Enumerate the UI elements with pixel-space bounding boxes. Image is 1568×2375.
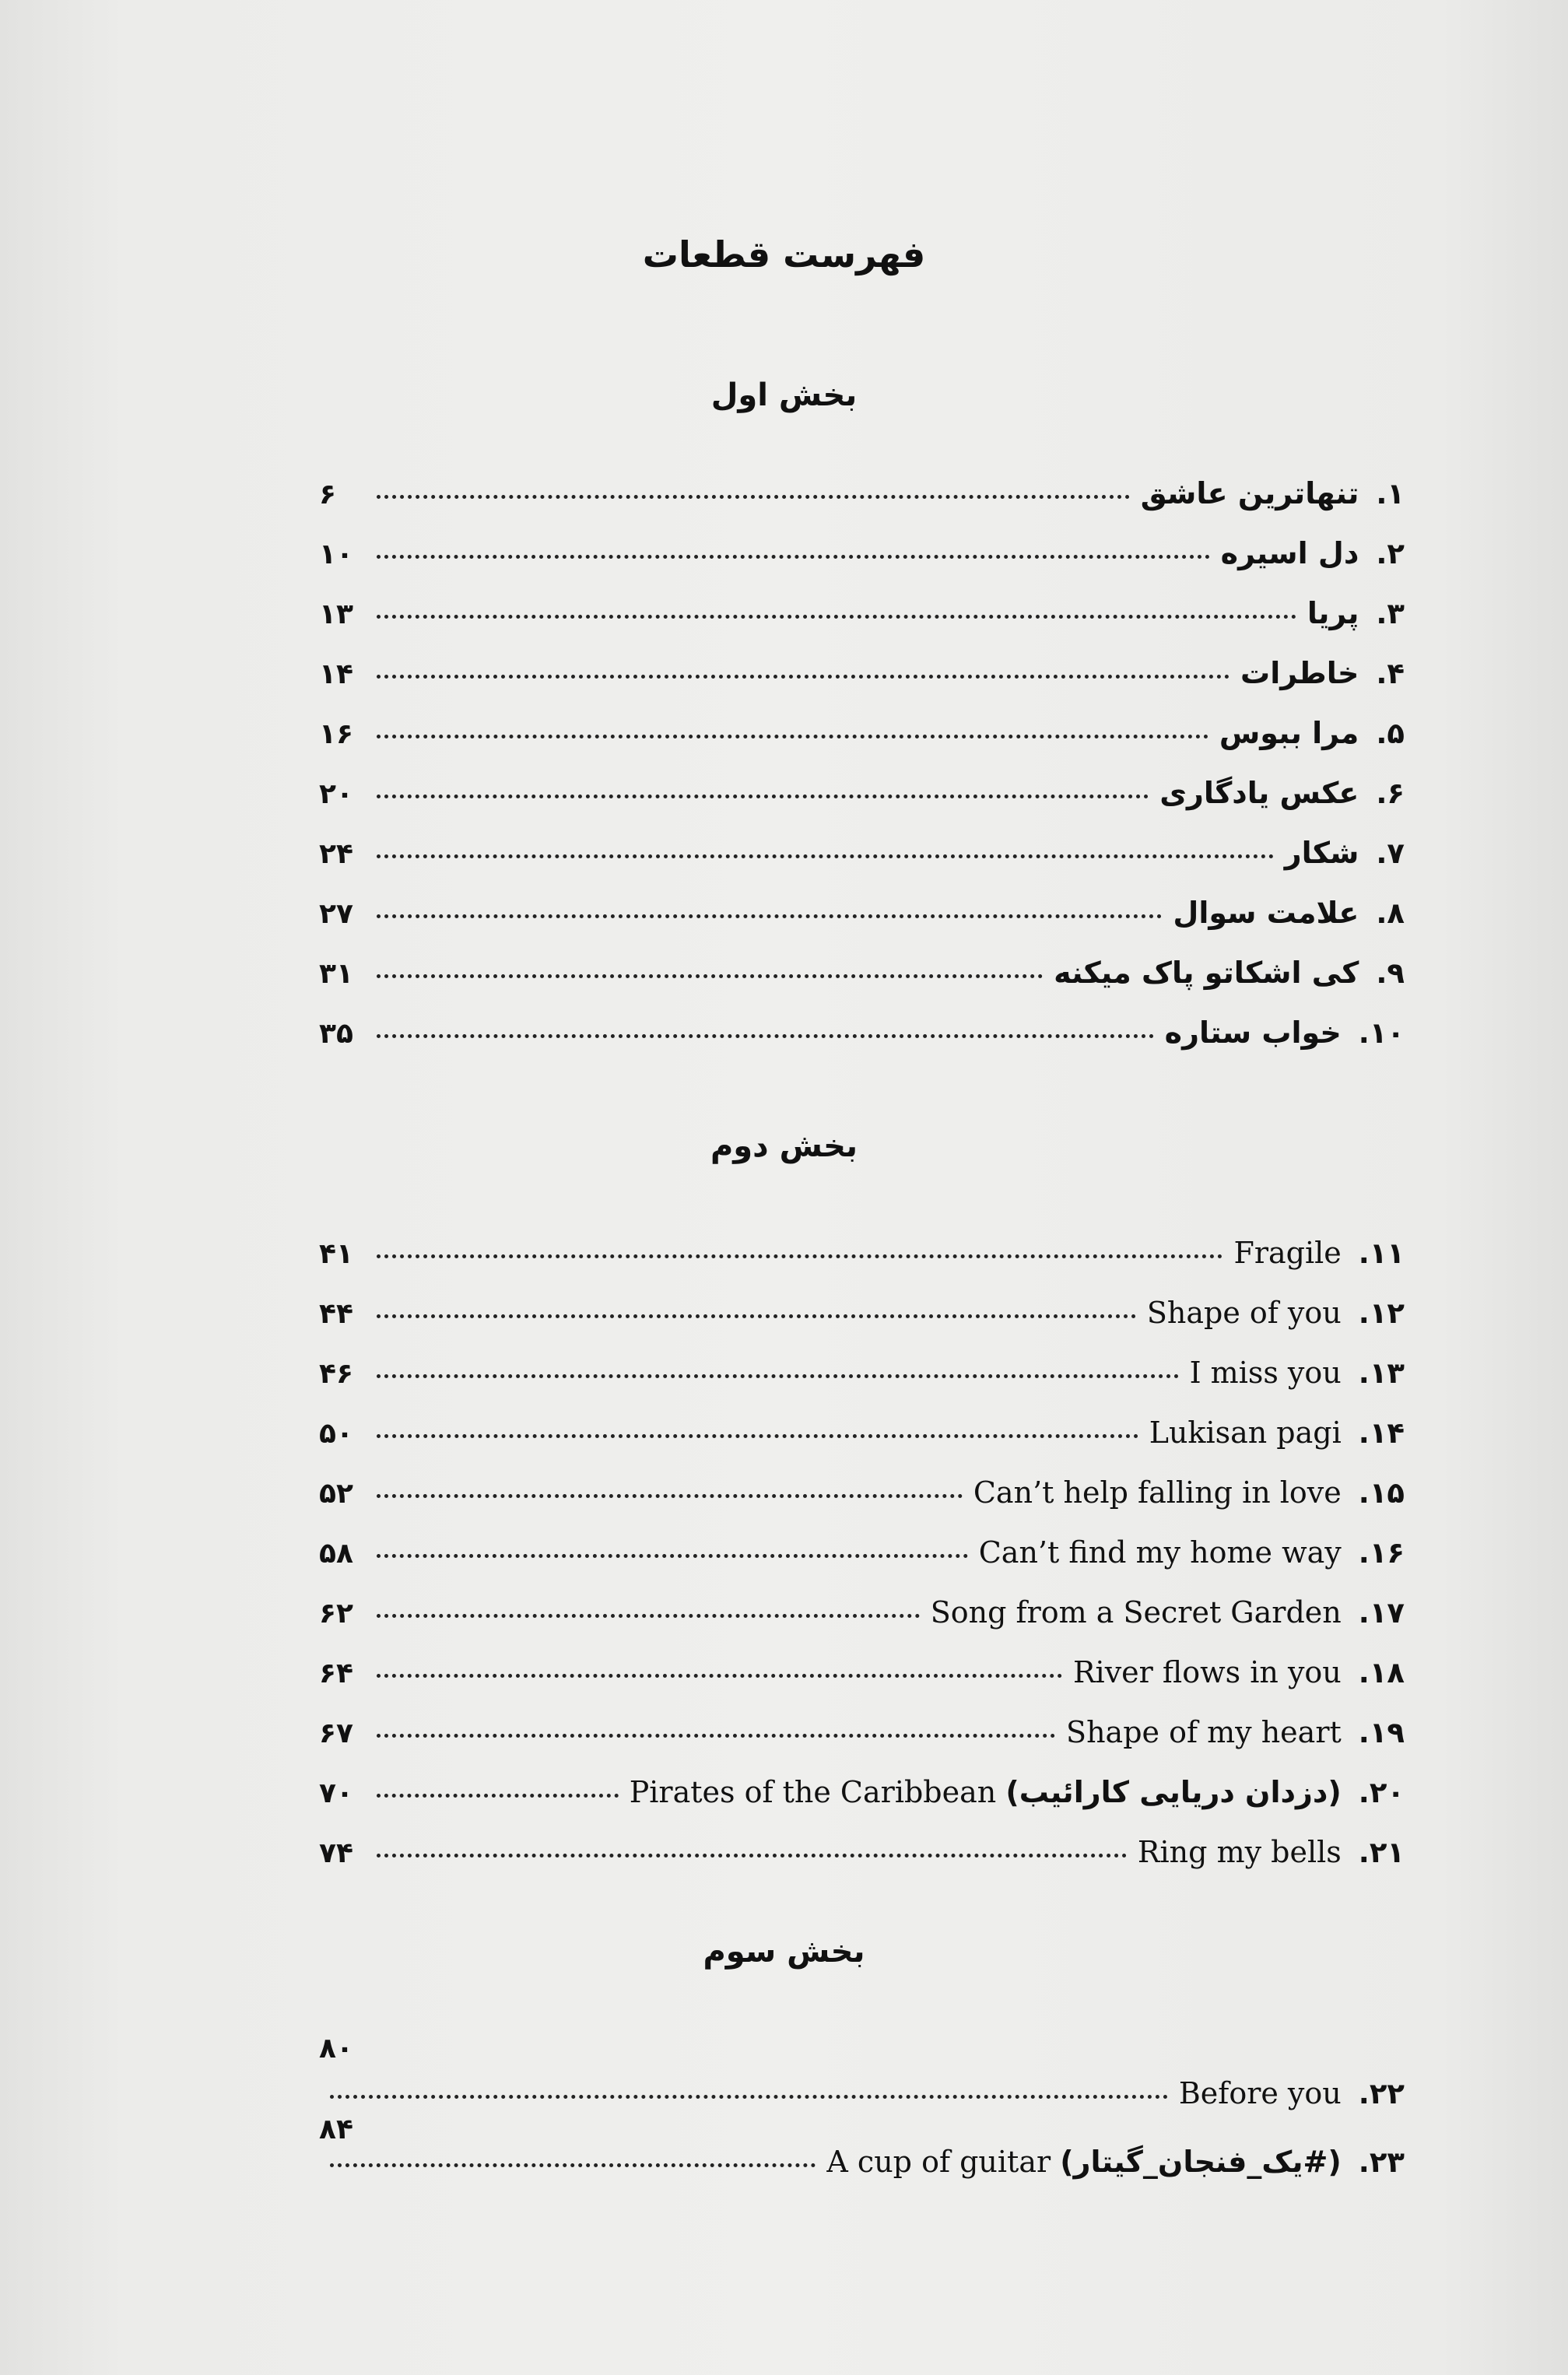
dot-leader <box>377 555 1210 559</box>
entry-page-number: ۵۰ <box>319 1418 353 1450</box>
dot-leader <box>377 1374 1179 1378</box>
entry-page-number: ۲۷ <box>319 898 353 930</box>
section-heading-2: بخش دوم <box>710 1128 858 1164</box>
entry-page-number: ۶۲ <box>319 1598 353 1630</box>
entry-title: I miss you <box>1189 1356 1342 1390</box>
dot-leader <box>377 675 1229 679</box>
entry-number: ۹. <box>1376 956 1405 990</box>
dot-leader <box>377 495 1130 499</box>
entry-number: ۱۲. <box>1358 1296 1405 1330</box>
entry-title: Before you <box>1178 2076 1342 2110</box>
entry-title <box>826 2145 1341 2179</box>
dot-leader <box>377 1434 1138 1438</box>
toc-entry[interactable] <box>319 1535 1405 1595</box>
entry-page-number: ۷۰ <box>319 1777 353 1809</box>
entry-number: ۲۱. <box>1358 1836 1405 1869</box>
entry-title: Fragile <box>1233 1236 1342 1270</box>
entry-number: ۲۰. <box>1358 1776 1405 1809</box>
dot-leader <box>377 1554 968 1558</box>
entry-page-number: ۴۶ <box>319 1358 353 1390</box>
entry-page-number: ۴۱ <box>319 1238 353 1270</box>
toc-entry[interactable] <box>319 1835 1405 1895</box>
entry-number: ۲۲. <box>1358 2077 1405 2110</box>
dot-leader <box>377 1734 1055 1738</box>
entry-number: ۶. <box>1376 777 1405 810</box>
entry-number: ۵. <box>1376 717 1405 750</box>
toc-entry[interactable] <box>319 1715 1405 1775</box>
entry-title: Lukisan pagi <box>1149 1416 1342 1450</box>
entry-page-number: ۵۸ <box>319 1538 353 1570</box>
entry-number: ۱۵. <box>1358 1476 1405 1510</box>
dot-leader <box>377 854 1274 858</box>
entry-page-number: ۶ <box>319 479 336 510</box>
toc-entry[interactable] <box>319 956 1405 1016</box>
entry-number: ۱۱. <box>1358 1237 1405 1270</box>
toc-entry-page-row <box>319 2114 1405 2145</box>
toc-entry[interactable] <box>319 596 1405 656</box>
toc-entry[interactable] <box>319 1296 1405 1356</box>
toc-section-2 <box>319 1236 1405 1895</box>
dot-leader <box>377 1794 619 1798</box>
section-heading-3: بخش سوم <box>703 1934 865 1970</box>
dot-leader <box>377 1674 1062 1678</box>
entry-page-number: ۳۱ <box>319 958 353 990</box>
entry-title: مرا ببوس <box>1219 716 1359 750</box>
entry-title: Shape of you <box>1146 1296 1342 1330</box>
toc-entry[interactable] <box>319 716 1405 776</box>
toc-entry[interactable] <box>319 1236 1405 1296</box>
dot-leader <box>377 1854 1127 1858</box>
dot-leader <box>330 2095 1168 2099</box>
entry-title: تنهاترین عاشق <box>1140 476 1359 510</box>
dot-leader <box>377 615 1296 619</box>
entry-number: ۱۳. <box>1358 1356 1405 1390</box>
entry-page-number: ۶۷ <box>319 1717 353 1749</box>
entry-number: ۱۴. <box>1358 1416 1405 1450</box>
entry-title: کی اشکاتو پاک میکنه <box>1054 956 1359 990</box>
dot-leader <box>377 735 1208 738</box>
entry-title: شکار <box>1284 836 1359 870</box>
entry-page-number: ۱۳ <box>319 598 353 630</box>
toc-entry[interactable] <box>319 1475 1405 1535</box>
entry-number: ۴. <box>1376 657 1405 690</box>
entry-page-number: ۴۴ <box>319 1298 353 1330</box>
entry-subtitle: (دزدان دریایی کارائیب) <box>1005 1775 1342 1809</box>
entry-number: ۸. <box>1376 896 1405 930</box>
dot-leader <box>377 1314 1136 1318</box>
entry-title: Can’t help falling in love <box>973 1475 1342 1510</box>
entry-title: عکس یادگاری <box>1159 776 1359 810</box>
entry-page-number: ۲۴ <box>319 838 353 870</box>
entry-subtitle: (#یک_فنجان_گیتار) <box>1060 2145 1342 2179</box>
toc-entry[interactable] <box>319 1416 1405 1475</box>
entry-page-number: ۱۰ <box>319 538 353 570</box>
dot-leader <box>377 974 1043 978</box>
toc-entry[interactable] <box>319 896 1405 956</box>
entry-title: علامت سوال <box>1173 896 1359 930</box>
dot-leader <box>377 914 1162 918</box>
entry-number: ۲۳. <box>1358 2145 1405 2179</box>
entry-number: ۱۶. <box>1358 1536 1405 1570</box>
entry-number: ۷. <box>1376 837 1405 870</box>
toc-entry[interactable] <box>319 1356 1405 1416</box>
toc-entry[interactable] <box>319 536 1405 596</box>
entry-page-number: ۷۴ <box>319 1837 353 1869</box>
toc-entry[interactable] <box>319 1595 1405 1655</box>
entry-title-text: A cup of guitar <box>826 2145 1051 2179</box>
entry-title: Shape of my heart <box>1066 1715 1342 1749</box>
entry-page-number: ۳۵ <box>319 1018 353 1050</box>
dot-leader <box>377 1494 963 1498</box>
dot-leader <box>377 1034 1154 1038</box>
toc-entry[interactable] <box>319 476 1405 536</box>
toc-entry[interactable] <box>319 1655 1405 1715</box>
dot-leader <box>377 1254 1222 1258</box>
toc-entry[interactable] <box>319 1775 1405 1835</box>
entry-number: ۳. <box>1376 597 1405 630</box>
entry-title: River flows in you <box>1072 1655 1342 1689</box>
toc-entry[interactable] <box>319 776 1405 836</box>
entry-number: ۱۹. <box>1358 1716 1405 1749</box>
entry-title: Can’t find my home way <box>978 1535 1342 1570</box>
toc-entry[interactable] <box>319 2145 1405 2184</box>
entry-number: ۱۷. <box>1358 1596 1405 1630</box>
toc-entry[interactable] <box>319 656 1405 716</box>
toc-section-1 <box>319 476 1405 1075</box>
toc-entry[interactable] <box>319 1016 1405 1075</box>
entry-page-number: ۸۴ <box>319 2114 353 2145</box>
entry-title: Song from a Secret Garden <box>930 1595 1342 1630</box>
entry-title <box>630 1775 1342 1809</box>
dot-leader <box>377 1614 920 1618</box>
entry-title: پریا <box>1307 596 1359 630</box>
page-title: فهرست قطعات <box>642 233 926 275</box>
toc-entry-page-row <box>319 2033 1405 2076</box>
entry-title: خاطرات <box>1240 656 1359 690</box>
toc-section-3 <box>319 2033 1405 2184</box>
entry-page-number: ۶۴ <box>319 1658 353 1689</box>
section-heading-1: بخش اول <box>710 377 858 413</box>
entry-title: Ring my bells <box>1137 1835 1342 1869</box>
entry-title: خواب ستاره <box>1164 1016 1342 1050</box>
dot-leader <box>330 2163 816 2167</box>
entry-number: ۱۰. <box>1358 1016 1405 1050</box>
toc-entry[interactable] <box>319 836 1405 896</box>
dot-leader <box>377 795 1149 798</box>
entry-page-number: ۱۴ <box>319 658 353 690</box>
toc-entry[interactable] <box>319 2076 1405 2110</box>
entry-number: ۲. <box>1376 537 1405 570</box>
entry-title: دل اسیره <box>1220 536 1359 570</box>
entry-page-number: ۸۰ <box>319 2033 353 2065</box>
entry-number: ۱۸. <box>1358 1656 1405 1689</box>
entry-page-number: ۵۲ <box>319 1478 353 1510</box>
entry-number: ۱. <box>1376 477 1405 510</box>
entry-page-number: ۲۰ <box>319 778 353 810</box>
entry-page-number: ۱۶ <box>319 718 353 750</box>
entry-title-text: Pirates of the Caribbean <box>629 1775 997 1809</box>
